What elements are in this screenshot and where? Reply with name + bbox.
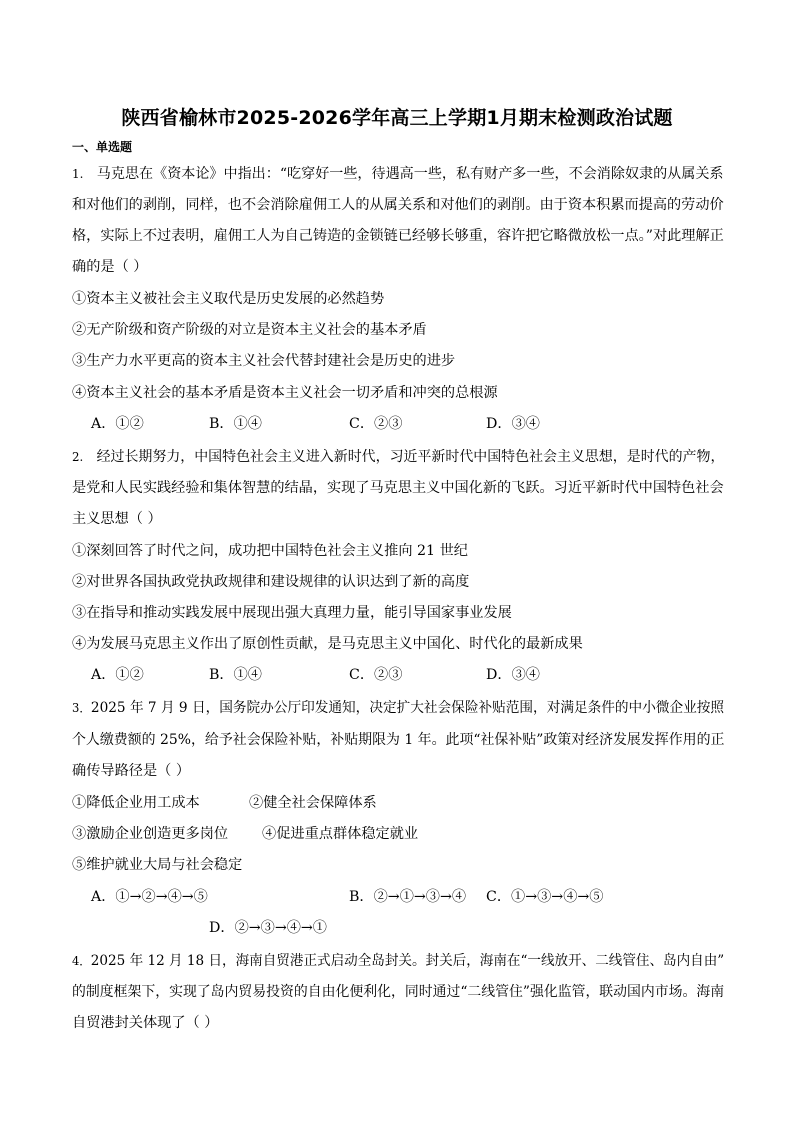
- question-1-line-1: [72, 163, 724, 183]
- question-3-option-d[interactable]: D．②→③→④→①: [209, 920, 327, 936]
- question-2-option-a[interactable]: A．①②: [91, 667, 144, 683]
- page-title: 陕西省榆林市2025-2026学年高三上学期1月期末检测政治试题: [121, 107, 673, 129]
- question-1-option-d[interactable]: D．③④: [486, 416, 540, 432]
- question-3-item-3: ③激励企业创造更多岗位: [72, 826, 229, 842]
- section-heading: 一、单选题: [72, 140, 133, 154]
- question-2-text: 经过长期努力，中国特色社会主义进入新时代，习近平新时代中国特色社会主义思想，是时代的产物，: [96, 449, 725, 465]
- question-1-item-1: ①资本主义被社会主义取代是历史发展的必然趋势: [72, 291, 385, 307]
- question-3-text: 2025 年 7 月 9 日，国务院办公厅印发通知，决定扩大社会保险补贴范围，对满足条件的中小微企业按照: [90, 700, 725, 716]
- question-3-number: 3．: [72, 701, 91, 715]
- question-4-text: 2025 年 12 月 18 日，海南自贸港正式启动全岛封关。封关后，海南在“一线放开、二线管住、岛内自由”: [90, 953, 725, 969]
- question-1-number: 1.: [72, 167, 84, 181]
- question-3-option-c[interactable]: C．①→③→④→⑤: [486, 889, 604, 905]
- question-4-line-2: 的制度框架下，实现了岛内贸易投资的自由化便利化，同时通过“二线管住”强化监管，联动国内市场。海南: [72, 984, 725, 1000]
- question-2-option-c[interactable]: C．②③: [349, 667, 403, 683]
- question-3-line-3: 确传导路径是（ ）: [72, 763, 191, 779]
- question-1-item-4: ④资本主义社会的基本矛盾是资本主义社会一切矛盾和冲突的总根源: [72, 385, 498, 401]
- question-1-option-a[interactable]: A．①②: [91, 416, 144, 432]
- question-3-item-4: ④促进重点群体稳定就业: [262, 826, 419, 842]
- question-1-line-2: 和对他们的剥削，同样，也不会消除雇佣工人的从属关系和对他们的剥削。由于资本积累而提高的劳动价: [72, 197, 724, 213]
- question-1-option-b[interactable]: B．①④: [209, 416, 262, 432]
- question-2-line-3: 主义思想（ ）: [72, 511, 162, 527]
- question-1-option-c[interactable]: C．②③: [349, 416, 403, 432]
- question-3-item-5: ⑤维护就业大局与社会稳定: [72, 857, 243, 873]
- question-4-line-1: [72, 950, 724, 970]
- question-2-item-1: ①深刻回答了时代之问，成功把中国特色社会主义推向 21 世纪: [72, 543, 468, 559]
- question-1-item-2: ②无产阶级和资产阶级的对立是资本主义社会的基本矛盾: [72, 322, 427, 338]
- question-3-option-a[interactable]: A．①→②→④→⑤: [91, 889, 208, 905]
- question-2-option-d[interactable]: D．③④: [486, 667, 540, 683]
- question-1-item-3: ③生产力水平更高的资本主义社会代替封建社会是历史的进步: [72, 353, 456, 369]
- question-4-line-3: 自贸港封关体现了（ ）: [72, 1015, 219, 1031]
- question-2-line-2: 是党和人民实践经验和集体智慧的结晶，实现了马克思主义中国化新的飞跃。习近平新时代中国特色社会: [72, 480, 724, 496]
- question-3-item-1: ①降低企业用工成本: [72, 795, 200, 811]
- question-3-option-b[interactable]: B．②→①→③→④: [349, 889, 467, 905]
- question-3-line-2: 个人缴费额的 25%，给予社会保险补贴，补贴期限为 1 年。此项“社保补贴”政策对经济发展发挥作用的正: [72, 732, 725, 748]
- question-2-item-4: ④为发展马克思主义作出了原创性贡献，是马克思主义中国化、时代化的最新成果: [72, 636, 583, 652]
- question-2-item-3: ③在指导和推动实践发展中展现出强大真理力量，能引导国家事业发展: [72, 605, 512, 621]
- question-1-text: 马克思在《资本论》中指出：“吃穿好一些，待遇高一些，私有财产多一些，不会消除奴隶的从属关系: [96, 166, 724, 182]
- question-3-item-2: ②健全社会保障体系: [249, 795, 377, 811]
- question-2-option-b[interactable]: B．①④: [209, 667, 262, 683]
- question-2-number: 2.: [72, 450, 84, 464]
- question-3-line-1: [72, 697, 724, 717]
- question-2-line-1: [72, 446, 724, 466]
- question-1-line-4: 确的是（ ）: [72, 259, 148, 275]
- question-2-item-2: ②对世界各国执政党执政规律和建设规律的认识达到了新的高度: [72, 574, 470, 590]
- question-1-line-3: 格，实际上不过表明，雇佣工人为自己铸造的金锁链已经够长够重，容许把它略微放松一点。”对此理解正: [72, 228, 724, 244]
- question-4-number: 4．: [72, 954, 91, 968]
